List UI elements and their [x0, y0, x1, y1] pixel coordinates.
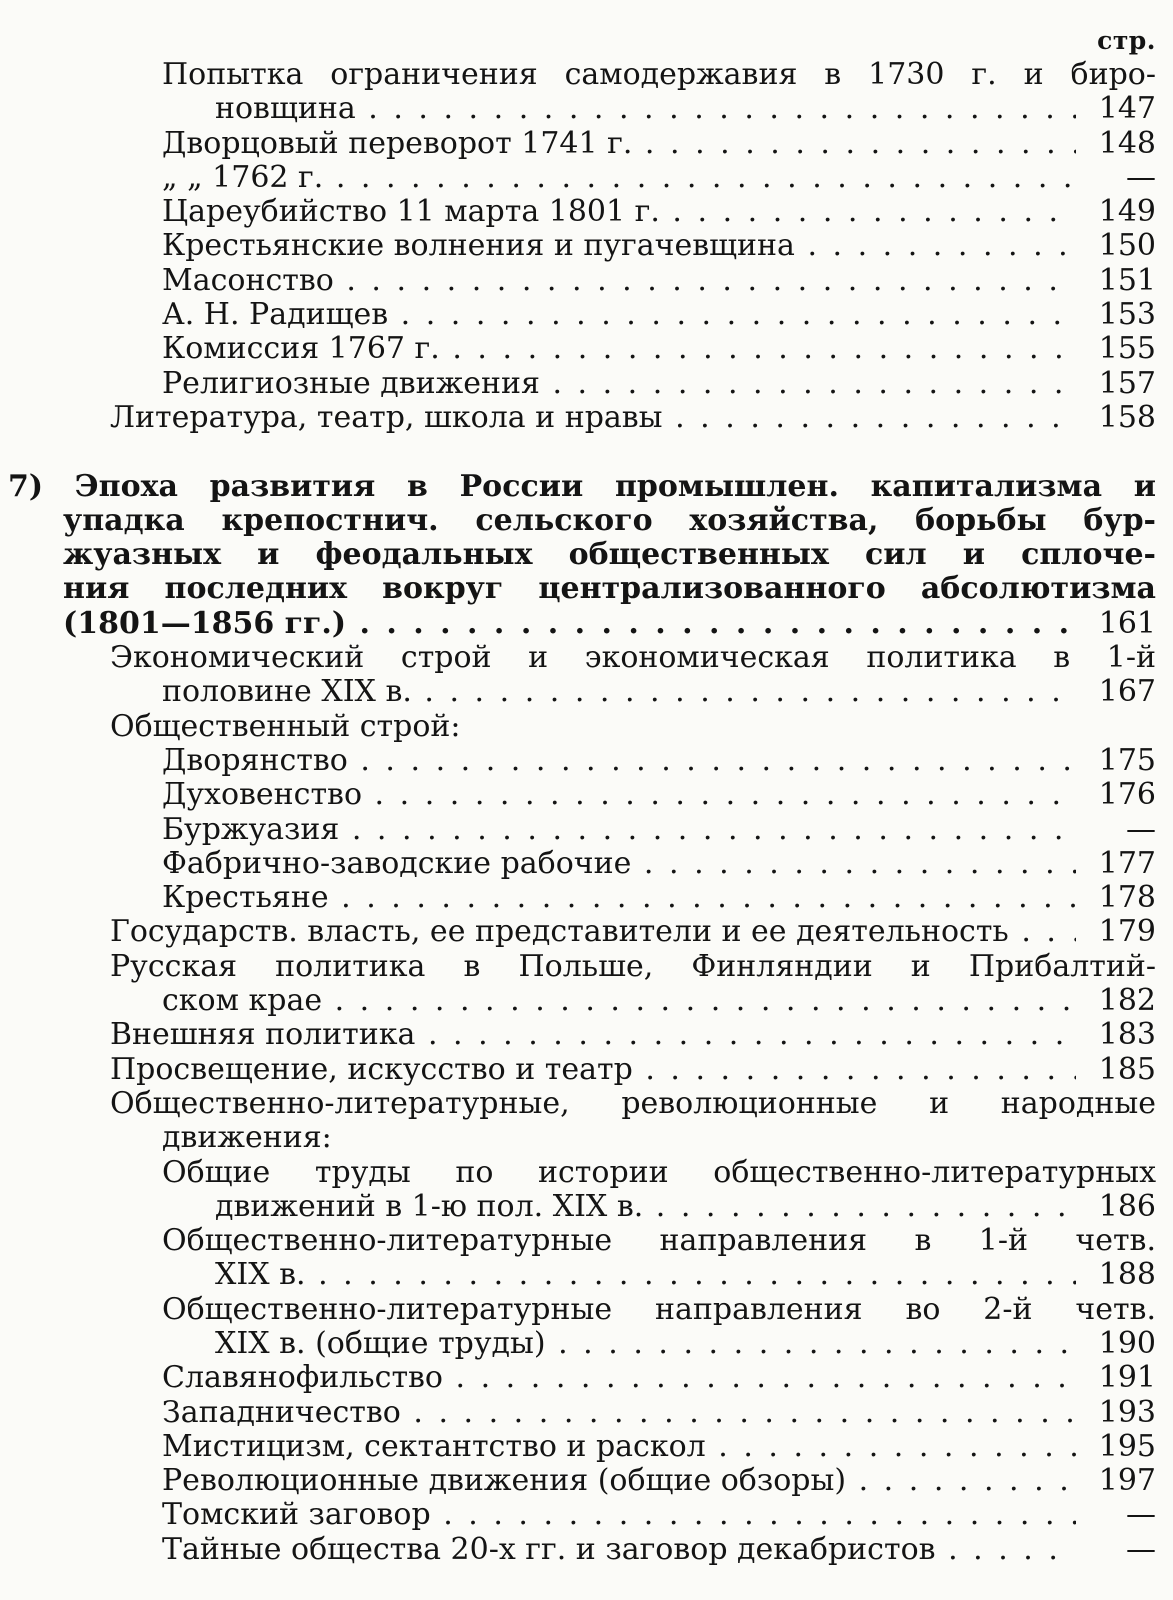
toc-line — [0, 538, 1173, 572]
toc-page-number: — — [1126, 1497, 1156, 1533]
toc-line — [0, 58, 1173, 92]
toc-line — [0, 401, 1173, 435]
toc-entry-text: Общие труды по истории общественно-литературных — [162, 1155, 1156, 1190]
toc-entry-text: жуазных и феодальных общественных сил и сплоче- — [63, 538, 1156, 573]
toc-entry-text: Общественно-литературные, революционные и народные — [110, 1086, 1156, 1121]
toc-page-number: 179 — [1098, 914, 1156, 950]
toc-entry-text: движения: — [162, 1121, 332, 1156]
toc-page-number: 190 — [1098, 1325, 1156, 1361]
toc-page-number: 186 — [1098, 1188, 1156, 1224]
toc-entry-text: Тайные общества 20-х гг. и заговор декабристов . . . — [162, 1533, 1076, 1567]
toc-page-number: — — [1126, 1531, 1156, 1567]
toc-line — [0, 264, 1173, 298]
toc-line — [0, 1224, 1173, 1258]
toc-entry-text: Религиозные движения . . . — [162, 367, 1076, 401]
toc-page-number: 177 — [1098, 845, 1156, 881]
toc-line — [0, 1087, 1173, 1121]
toc-spacer — [0, 435, 1173, 469]
toc-page-number: 153 — [1098, 297, 1156, 333]
toc-entry-text: Попытка ограничения самодержавия в 1730 г. и биро- — [162, 58, 1156, 92]
toc-line — [0, 778, 1173, 812]
toc-entry-text: Духовенство . . . — [162, 778, 1076, 812]
toc-entry-text: ском крае . . . — [162, 984, 1076, 1018]
toc-line — [0, 641, 1173, 675]
toc-line — [0, 813, 1173, 847]
toc-line — [0, 847, 1173, 881]
toc-entry-text: Западничество . . . — [162, 1396, 1076, 1430]
toc-entry-text: Мистицизм, сектантство и раскол . . . — [162, 1430, 1076, 1464]
toc-entry-text: Фабрично-заводские рабочие . . . — [162, 847, 1076, 881]
toc-entry-text: ния последних вокруг централизованного абсолютизма — [63, 572, 1156, 607]
toc-line — [0, 1293, 1173, 1327]
toc-entry-text: Государств. власть, ее представители и ее деятельность . . . — [110, 915, 1076, 949]
toc-line — [0, 1053, 1173, 1087]
toc-page-number: 151 — [1098, 262, 1156, 298]
toc-entry-text: Крестьянские волнения и пугачевщина . . . — [162, 229, 1076, 263]
toc-line — [0, 367, 1173, 401]
table-of-contents — [0, 58, 1173, 1567]
toc-page-number: 191 — [1098, 1360, 1156, 1396]
toc-line — [0, 195, 1173, 229]
toc-page-number: — — [1126, 811, 1156, 847]
toc-page-number: 178 — [1098, 880, 1156, 916]
toc-line — [0, 1464, 1173, 1498]
toc-page-number: 161 — [1098, 605, 1156, 641]
toc-entry-text: А. Н. Радищев . . . — [162, 298, 1076, 332]
toc-entry-text: Дворянство . . . — [162, 744, 1076, 778]
toc-line — [0, 1396, 1173, 1430]
toc-page-number: 155 — [1098, 331, 1156, 367]
toc-line — [0, 1156, 1173, 1190]
toc-page-number: 197 — [1098, 1463, 1156, 1499]
toc-line — [0, 572, 1173, 606]
toc-line — [0, 675, 1173, 709]
toc-entry-text: Общественно-литературные направления во 2-й четв. — [162, 1292, 1156, 1327]
toc-line — [0, 881, 1173, 915]
toc-line — [0, 1533, 1173, 1567]
toc-entry-text: 7) Эпоха развития в России промышлен. капитализма и — [8, 469, 1156, 504]
toc-page-number: 176 — [1098, 777, 1156, 813]
page-column-header: стр. — [1097, 26, 1156, 55]
toc-page-number: 193 — [1098, 1394, 1156, 1430]
toc-line — [0, 607, 1173, 641]
toc-page-number: — — [1126, 159, 1156, 195]
toc-line — [0, 127, 1173, 161]
toc-entry-text: Общественно-литературные направления в 1-й четв. — [162, 1224, 1156, 1259]
toc-entry-text: упадка крепостнич. сельского хозяйства, борьбы бур- — [63, 503, 1156, 538]
toc-entry-text: Томский заговор . . . — [162, 1498, 1076, 1532]
toc-line — [0, 92, 1173, 126]
toc-page-number: 183 — [1098, 1017, 1156, 1053]
toc-line — [0, 1327, 1173, 1361]
toc-line — [0, 1121, 1173, 1155]
toc-page-number: 158 — [1098, 399, 1156, 435]
toc-page-number: 185 — [1098, 1051, 1156, 1087]
toc-entry-text: XIX в. . . . — [215, 1258, 1076, 1292]
toc-page-number: 149 — [1098, 194, 1156, 230]
toc-line — [0, 710, 1173, 744]
toc-entry-text: Цареубийство 11 марта 1801 г. . . . — [162, 195, 1076, 229]
toc-entry-text: Дворцовый переворот 1741 г. . . . — [162, 127, 1076, 161]
toc-entry-text: Внешняя политика . . . — [110, 1018, 1076, 1052]
toc-line — [0, 950, 1173, 984]
toc-entry-text: Комиссия 1767 г. . . . — [162, 332, 1076, 366]
toc-entry-text: Литература, театр, школа и нравы . . . — [110, 401, 1076, 435]
toc-line — [0, 332, 1173, 366]
toc-line — [0, 1258, 1173, 1292]
toc-line — [0, 744, 1173, 778]
toc-entry-text: „ „ 1762 г. . . . — [162, 161, 1076, 195]
toc-page-number: 195 — [1098, 1428, 1156, 1464]
toc-entry-text: движений в 1-ю пол. XIX в. . . . — [215, 1190, 1076, 1224]
toc-entry-text: Просвещение, искусство и театр . . . — [110, 1053, 1076, 1087]
toc-entry-text: Экономический строй и экономическая политика в 1-й — [110, 641, 1156, 676]
toc-page-number: 182 — [1098, 983, 1156, 1019]
toc-entry-text: (1801—1856 гг.) . . . — [63, 607, 1076, 641]
toc-entry-text: Революционные движения (общие обзоры) . . . — [162, 1464, 1076, 1498]
toc-entry-text: Масонство . . . — [162, 264, 1076, 298]
toc-line — [0, 161, 1173, 195]
toc-entry-text — [8, 435, 1156, 469]
toc-page-number: 188 — [1098, 1257, 1156, 1293]
toc-entry-text: Крестьяне . . . — [162, 881, 1076, 915]
toc-entry-text: новщина . . . — [215, 92, 1076, 126]
toc-entry-text: XIX в. (общие труды) . . . — [215, 1327, 1076, 1361]
toc-line — [0, 298, 1173, 332]
toc-entry-text: Буржуазия . . . — [162, 813, 1076, 847]
toc-page-number: 148 — [1098, 125, 1156, 161]
toc-entry-text: Славянофильство . . . — [162, 1361, 1076, 1395]
toc-line — [0, 1498, 1173, 1532]
toc-entry-text: Русская политика в Польше, Финляндии и Прибалтий- — [110, 949, 1156, 984]
toc-line — [0, 504, 1173, 538]
toc-entry-text: половине XIX в. . . . — [162, 675, 1076, 709]
toc-page-number: 150 — [1098, 228, 1156, 264]
toc-line — [0, 470, 1173, 504]
toc-line — [0, 1430, 1173, 1464]
toc-page-number: 147 — [1098, 91, 1156, 127]
toc-line — [0, 1018, 1173, 1052]
toc-entry-text: Общественный строй: — [110, 709, 461, 744]
toc-line — [0, 1361, 1173, 1395]
toc-page-number: 157 — [1098, 365, 1156, 401]
toc-line — [0, 229, 1173, 263]
toc-line — [0, 1190, 1173, 1224]
toc-line — [0, 915, 1173, 949]
toc-page-number: 167 — [1098, 674, 1156, 710]
toc-line — [0, 984, 1173, 1018]
toc-page-number: 175 — [1098, 742, 1156, 778]
